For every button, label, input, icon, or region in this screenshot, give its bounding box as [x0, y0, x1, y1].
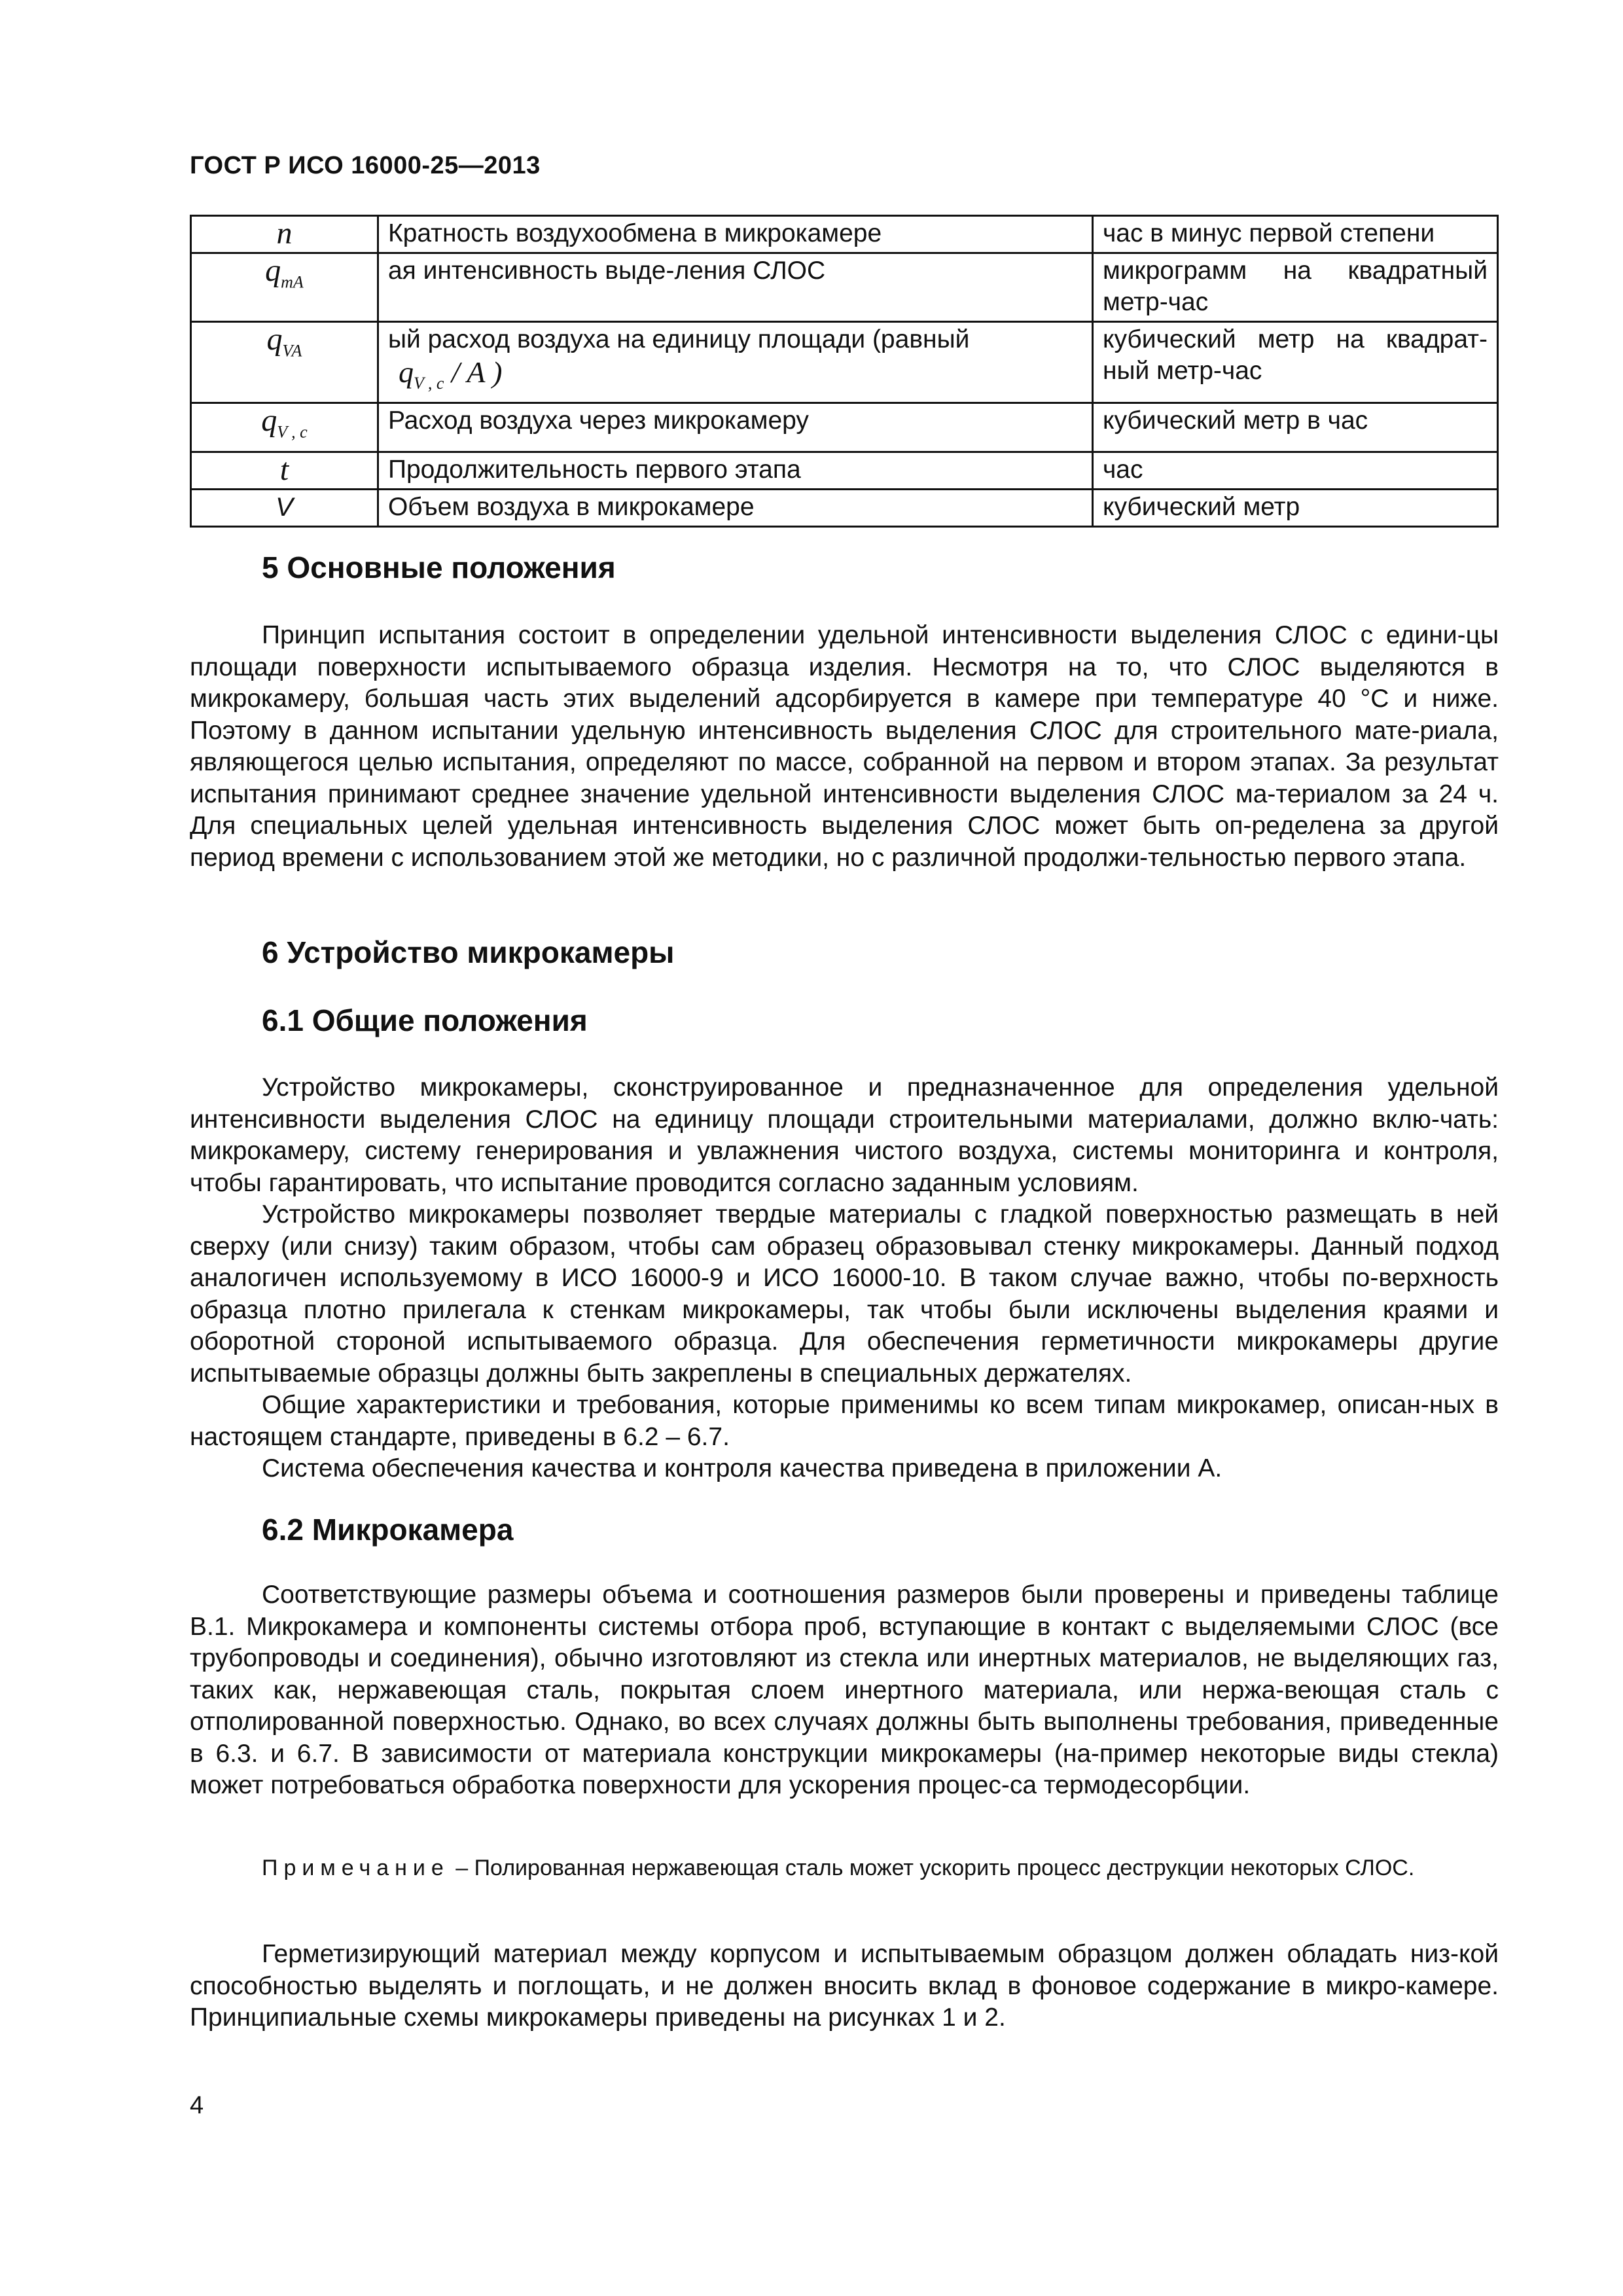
symbol-cell: t	[191, 452, 378, 489]
note-label: Примечание	[262, 1856, 450, 1880]
symbol-cell: n	[191, 216, 378, 253]
section-6-2-text	[190, 1579, 1499, 1802]
paragraph: Герметизирующий материал между корпусом и испытываемым образцом должен обладать низ-кой способностью выделять и поглощать, и не должен вносить вклад в фоновое содержание в микро-камере. Принципиальные схемы микрокамеры приведены на рисунках 1 и 2.	[190, 1940, 1499, 2032]
section-6-1-text	[190, 1072, 1499, 1485]
page-number: 4	[190, 2092, 204, 2119]
document-header: ГОСТ Р ИСО 16000-25—2013	[190, 152, 541, 179]
table-row	[191, 322, 1498, 403]
unit-cell: кубический метр в час	[1092, 403, 1497, 452]
table-row	[191, 403, 1498, 452]
unit-cell: час в минус первой степени	[1092, 216, 1497, 253]
description-cell	[378, 322, 1092, 403]
table-row	[191, 489, 1498, 526]
description-text: ый расход воздуха на единицу площади (равный	[387, 325, 970, 353]
table-row	[191, 253, 1498, 322]
description-cell: Продолжительность первого этапа	[378, 452, 1092, 489]
section-6-1-title: 6.1 Общие положения	[262, 1003, 588, 1037]
formula: $q_{V , c}$ / A )	[398, 355, 503, 393]
paragraph: Система обеспечения качества и контроля качества приведена в приложении А.	[262, 1454, 1222, 1482]
symbol-cell: $q_{VA}$	[191, 322, 378, 403]
section-6-title: 6 Устройство микрокамеры	[262, 935, 675, 969]
table-row	[191, 216, 1498, 253]
description-cell: Кратность воздухообмена в микрокамере	[378, 216, 1092, 253]
paragraph: Принцип испытания состоит в определении удельной интенсивности выделения СЛОС с едини-цы площади поверхности испытываемого образца изделия. Несмотря на то, что СЛОС выделяются в микрокамеру, большая часть этих выделений адсорбируется в камере при температуре 40 °С и ниже. Поэтому в данном испытании удельную интенсивность выделения СЛОС для строительного мате-риала, являющегося целью испытания, определяют по массе, собранной на первом и втором этапах. За результат испытания принимают среднее значение удельной интенсивности выделения СЛОС ма-териалом за 24 ч. Для специальных целей удельная интенсивность выделения СЛОС может быть оп-ределена за другой период времени с использованием этой же методики, но с различной продолжи-тельностью первого этапа.	[190, 621, 1499, 872]
final-text	[190, 1939, 1499, 2034]
section-5-title: 5 Основные положения	[262, 550, 616, 584]
symbols-table	[190, 215, 1499, 528]
note	[190, 1854, 1499, 1882]
symbol-cell: V	[191, 489, 378, 526]
paragraph: Устройство микрокамеры, сконструированное и предназначенное для определения удельной интенсивности выделения СЛОС на единицу площади строительными материалами, должно вклю-чать: микрокамеру, систему генерирования и увлажнения чистого воздуха, системы мониторинга и контроля, чтобы гарантировать, что испытание проводится согласно заданным условиям.	[190, 1073, 1499, 1197]
section-6-2-title: 6.2 Микрокамера	[262, 1513, 514, 1547]
unit-cell: микрограмм на квадратный метр-час	[1092, 253, 1497, 322]
note-text: – Полированная нержавеющая сталь может ускорить процесс деструкции некоторых СЛОС.	[449, 1856, 1415, 1880]
table-row	[191, 452, 1498, 489]
symbol-cell: $q_{V , c}$	[191, 403, 378, 452]
description-cell: Объем воздуха в микрокамере	[378, 489, 1092, 526]
paragraph: Устройство микрокамеры позволяет твердые материалы с гладкой поверхностью размещать в ней сверху (или снизу) таким образом, чтобы сам образец образовывал стенку микрокамеры. Данный подход аналогичен используемому в ИСО 16000-9 и ИСО 16000-10. В таком случае важно, чтобы по-верхность образца плотно прилегала к стенкам микрокамеры, так чтобы были исключены выделения краями и оборотной стороной испытываемого образца. Для обеспечения герметичности микрокамеры другие испытываемые образцы должны быть закреплены в специальных держателях.	[190, 1200, 1499, 1388]
description-cell: Расход воздуха через микрокамеру	[378, 403, 1092, 452]
description-cell: ая интенсивность выде-ления СЛОС	[378, 253, 1092, 322]
unit-cell: час	[1092, 452, 1497, 489]
unit-cell: кубический метр	[1092, 489, 1497, 526]
section-5-text	[190, 620, 1499, 874]
paragraph: Общие характеристики и требования, которые применимы ко всем типам микрокамер, описан-ных в настоящем стандарте, приведены в 6.2 – 6.7.	[190, 1391, 1499, 1451]
symbol-cell: $q_{mA}$	[191, 253, 378, 322]
unit-cell: кубический метр на квадрат-ный метр-час	[1092, 322, 1497, 403]
paragraph: Соответствующие размеры объема и соотношения размеров были проверены и приведены таблице В.1. Микрокамера и компоненты системы отбора проб, вступающие в контакт с выделяемыми СЛОС (все трубопроводы и соединения), обычно изготовляют из стекла или инертных материалов, не выделяющих газ, таких как, нержавеющая сталь, покрытая слоем инертного материала, или нержа-веющая сталь с отполированной поверхностью. Однако, во всех случаях должны быть выполнены требования, приведенные в 6.3. и 6.7. В зависимости от материала конструкции микрокамеры (на-пример некоторые виды стекла) может потребоваться обработка поверхности для ускорения процес-са термодесорбции.	[190, 1581, 1499, 1799]
